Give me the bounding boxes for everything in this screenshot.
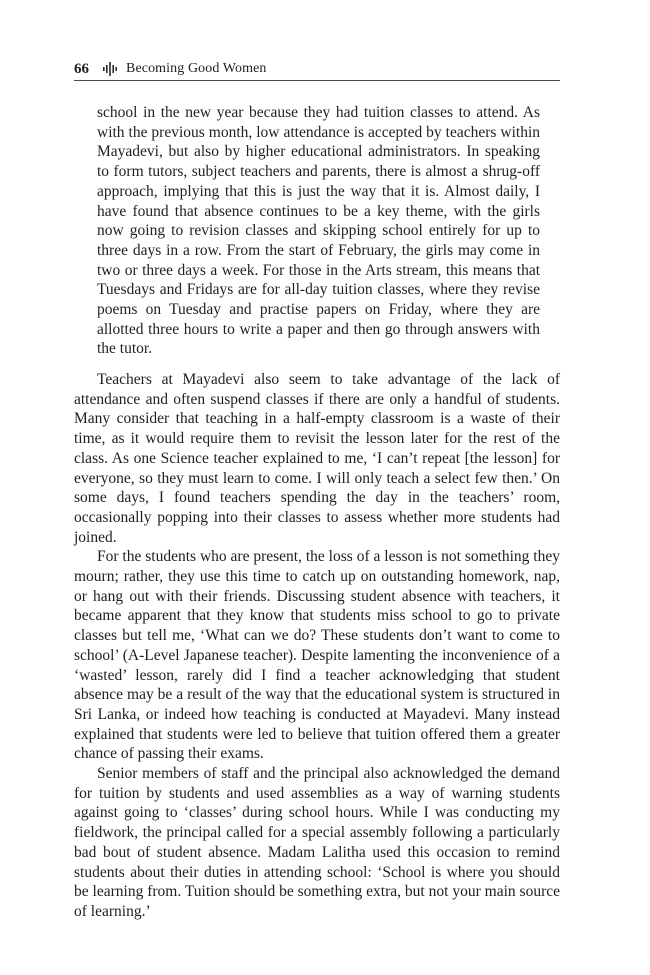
running-head: Becoming Good Women bbox=[126, 61, 267, 76]
page-header bbox=[74, 58, 560, 80]
paragraph-1: Teachers at Mayadevi also seem to take advantage of the lack of attendance and often suspend classes if there are only a handful of students. Many consider that teaching in a half-empty classroom is a waste of their time, as it would require them to revisit the lesson later for the rest of the class. As one Science teacher explained to me, ‘I can’t repeat [the lesson] for everyone, so they must learn to come. I will only teach a select few then.’ On some days, I found teachers spending the day in the teachers’ room, occasionally popping into their classes to assess whether more students had joined. bbox=[74, 371, 560, 546]
body-text bbox=[74, 370, 560, 922]
quote-text: school in the new year because they had tuition classes to attend. As with the previous month, low attendance is accepted by teachers within Mayadevi, but also by higher educational administrators. In speaking to form tutors, subject teachers and parents, there is almost a shrug-off approach, implying that this is just the way that it is. Almost daily, I have found that absence continues to be a key theme, with the girls now going to revision classes and skipping school entirely for up to three days in a row. From the start of February, the girls may come in two or three days a week. For those in the Arts stream, this means that Tuesdays and Fridays are for all-day tuition classes, where they revise poems on Tuesday and practise papers on Friday, where they are allotted three hours to write a paper and then go through answers with the tutor. bbox=[97, 104, 540, 358]
page-number: 66 bbox=[74, 61, 89, 77]
ornament-icon bbox=[102, 62, 118, 76]
block-quote bbox=[97, 103, 540, 359]
paragraph-3: Senior members of staff and the principal also acknowledged the demand for tuition by students and used assemblies as a way of warning students against going to ‘classes’ during school hours. While I was conducting my fieldwork, the principal called for a special assembly following a particularly bad bout of student absence. Madam Lalitha used this occasion to remind students about their duties in attending school: ‘School is where you should be learning from. Tuition should be something extra, but not your main source of learning.’ bbox=[74, 765, 560, 920]
header-rule bbox=[74, 80, 560, 81]
paragraph-2: For the students who are present, the loss of a lesson is not something they mourn; rather, they use this time to catch up on outstanding homework, nap, or hang out with their friends. Discussing student absence with teachers, it became apparent that they know that students miss school to go to private classes but tell me, ‘What can we do? These students don’t want to come to school’ (A-Level Japanese teacher). Despite lamenting the inconvenience of a ‘wasted’ lesson, rarely did I find a teacher acknowledging that student absence may be a result of the way that the educational system is structured in Sri Lanka, or indeed how teaching is conducted at Mayadevi. Many instead explained that students were led to believe that tuition offered them a greater chance of passing their exams. bbox=[74, 548, 560, 763]
